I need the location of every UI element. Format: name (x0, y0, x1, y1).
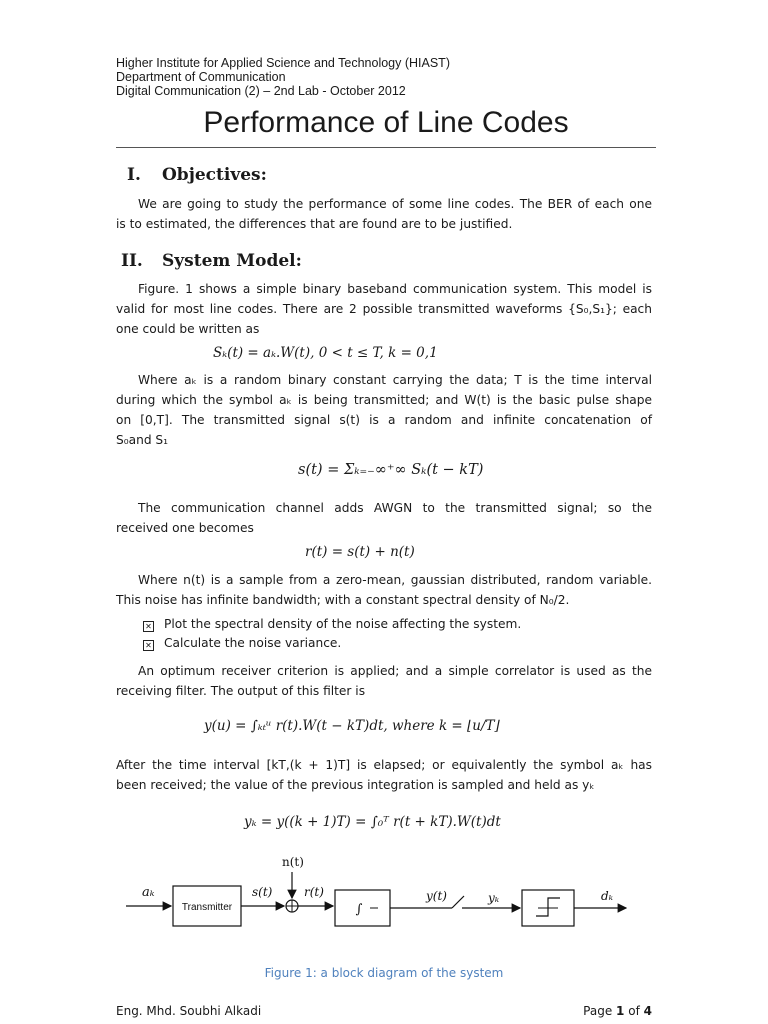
block-diagram (116, 850, 656, 960)
task-text: Calculate the noise variance. (164, 636, 342, 650)
checkbox-icon: ✕ (143, 621, 154, 632)
text-line: received one becomes (116, 521, 254, 535)
integral-icon: ∫ (355, 902, 363, 917)
sampler-switch-icon (452, 896, 464, 908)
section2-heading: System Model: (162, 251, 302, 271)
equation-transmitted-signal: s(t) = Σₖ₌₋∞⁺∞ Sₖ(t − kT) (298, 462, 484, 478)
text-line: on [0,T]. The transmitted signal s(t) is a random and infinite concatenation of (116, 413, 652, 427)
page-word: Page (583, 1004, 613, 1018)
system-paragraph-3 (116, 498, 652, 538)
task-text: Plot the spectral density of the noise affecting the system. (164, 617, 522, 631)
system-paragraph-4 (116, 570, 652, 610)
system-paragraph-2 (116, 370, 652, 450)
section2-numeral: II. (121, 251, 143, 271)
equation-sampled-output: yₖ = y((k + 1)T) = ∫₀ᵀ r(t + kT).W(t)dt (244, 814, 501, 830)
page-indicator (583, 1004, 652, 1018)
system-paragraph-6 (116, 755, 652, 795)
r-signal-label: r(t) (304, 885, 324, 899)
input-label: aₖ (142, 885, 155, 900)
text-line: After the time interval [kT,(k + 1)T] is elapsed; or equivalently the symbol aₖ has (116, 758, 652, 772)
y-signal-label: y(t) (426, 889, 447, 903)
transmitter-label: Transmitter (181, 902, 233, 913)
text-line: This noise has infinite bandwidth; with a constant spectral density of N₀/2. (116, 593, 570, 607)
system-paragraph-1 (116, 279, 652, 339)
equation-received-signal: r(t) = s(t) + n(t) (305, 544, 415, 560)
system-paragraph-5 (116, 661, 652, 701)
output-label: dₖ (601, 889, 614, 903)
equation-correlator-output: y(u) = ∫ₖₜᵘ r(t).W(t − kT)dt, where k = ⌊u/T⌋ (204, 718, 500, 734)
text-line: been received; the value of the previous integration is sampled and held as yₖ (116, 778, 595, 792)
text-line: one could be written as (116, 322, 260, 336)
section1-numeral: I. (127, 165, 141, 185)
page-total: 4 (643, 1004, 652, 1018)
text-line: The communication channel adds AWGN to the transmitted signal; so the (138, 501, 652, 515)
of-word: of (628, 1004, 640, 1018)
checkbox-icon: ✕ (143, 640, 154, 651)
department-line: Department of Communication (116, 70, 286, 84)
text-line: during which the symbol aₖ is being transmitted; and W(t) is the basic pulse shape (116, 393, 652, 407)
text-line: valid for most line codes. There are 2 possible transmitted waveforms {S₀,S₁}; each (116, 302, 652, 316)
page-number: 1 (616, 1004, 625, 1018)
yk-label: yₖ (488, 891, 500, 905)
text-line: We are going to study the performance of some line codes. The BER of each one (138, 197, 652, 211)
s-signal-label: s(t) (252, 885, 273, 899)
text-line: receiving filter. The output of this filter is (116, 684, 366, 698)
text-line: Where aₖ is a random binary constant carrying the data; T is the time interval (138, 373, 652, 387)
equation-symbol-waveform: Sₖ(t) = aₖ.W(t), 0 < t ≤ T, k = 0,1 (213, 345, 438, 361)
noise-label: n(t) (282, 855, 304, 869)
text-line: is to estimated, the differences that are found are to be justified. (116, 217, 513, 231)
task-item (143, 617, 521, 631)
text-line: An optimum receiver criterion is applied; and a simple correlator is used as the (138, 664, 652, 678)
footer-author: Eng. Mhd. Soubhi Alkadi (116, 1004, 262, 1018)
objectives-paragraph (116, 194, 652, 234)
course-line: Digital Communication (2) – 2nd Lab - October 2012 (116, 84, 406, 98)
text-line: Where n(t) is a sample from a zero-mean, gaussian distributed, random variable. (138, 573, 652, 587)
title-divider (116, 147, 656, 148)
section1-heading: Objectives: (162, 165, 267, 185)
text-line: Figure. 1 shows a simple binary baseband communication system. This model is (138, 282, 652, 296)
institution-line: Higher Institute for Applied Science and Technology (HIAST) (116, 56, 450, 70)
integrator-block (335, 890, 390, 926)
figure-caption: Figure 1: a block diagram of the system (264, 966, 504, 980)
page-title: Performance of Line Codes (203, 106, 569, 139)
text-line: S₀and S₁ (116, 433, 169, 447)
task-item (143, 636, 341, 650)
